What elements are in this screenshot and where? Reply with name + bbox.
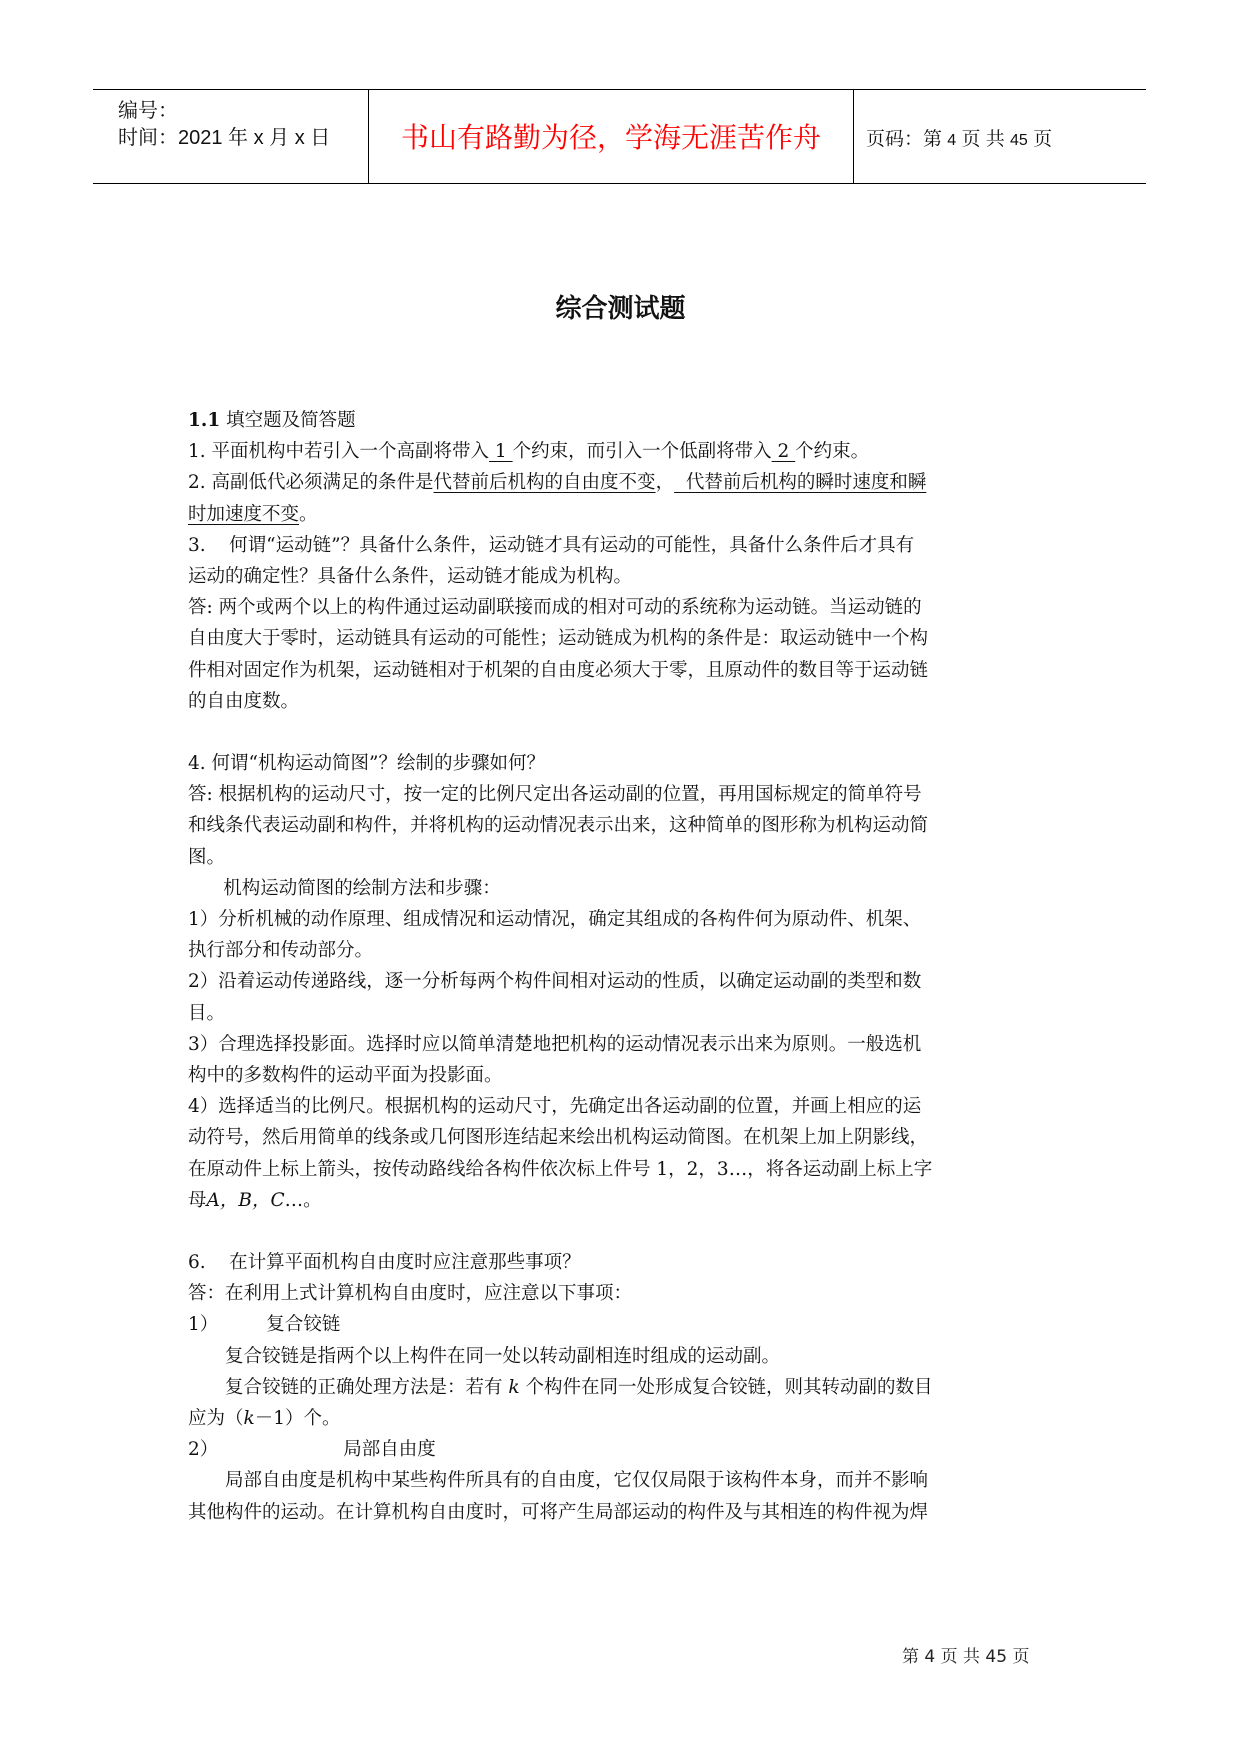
steps-intro: 机构运动简图的绘制方法和步骤：: [188, 877, 501, 899]
answer-3-line: 答: 两个或两个以上的构件通过运动副联接而成的相对可动的系统称为运动链。当运动链的: [188, 597, 922, 619]
item-2-heading: [188, 1434, 1054, 1465]
q2-text: 2. 高副低代必须满足的条件是: [188, 472, 434, 494]
item-1-title: 复合铰链: [266, 1314, 341, 1336]
item-1-result-b: －1）个。: [254, 1408, 341, 1429]
item-1-result-a: 应为（: [188, 1408, 244, 1429]
answer-6: 答：在利用上式计算机构自由度时，应注意以下事项：: [188, 1283, 633, 1305]
answer-4-line: 和线条代表运动副和构件，并将机构的运动情况表示出来，这种简单的图形称为机构运动简: [188, 815, 929, 837]
motto-text: 书山有路勤为径，学海无涯苦作舟: [400, 121, 821, 154]
step-4-letters: A，B，C: [206, 1189, 285, 1211]
step-2-line: 2）沿着运动传递路线，逐一分析每两个构件间相对运动的性质，以确定运动副的类型和数: [188, 971, 922, 993]
spacer: [188, 717, 1054, 748]
question-3-line: 运动的确定性？具备什么条件，运动链才能成为机构。: [188, 565, 633, 587]
spacer: [188, 1216, 1054, 1247]
item-1-method-b: 个构件在同一处形成复合铰链，则其转动副的数目: [519, 1376, 933, 1398]
question-2-cont: [188, 499, 1054, 530]
date-label: 时间：2021 年 x 月 x 日: [118, 127, 331, 149]
header-page-cell: [854, 90, 1146, 183]
item-2-title: 局部自由度: [343, 1439, 436, 1461]
answer-4-line: 答: 根据机构的运动尺寸，按一定的比例尺定出各运动副的位置，再用国标规定的简单符号: [188, 784, 922, 806]
section-title: 填空题及简答题: [220, 410, 356, 431]
page-total: 45: [1010, 132, 1028, 149]
item-1-heading: [188, 1309, 1054, 1340]
section-heading: [188, 405, 1054, 436]
step-4-line: 在原动件上标上箭头，按传动路线给各构件依次标上件号 1，2，3…，将各运动副上标上字: [188, 1158, 933, 1180]
q2-answer-1: 代替前后机构的自由度不变: [433, 472, 656, 494]
q1-blank-2: 2: [771, 441, 796, 463]
item-1-method: [188, 1372, 1054, 1403]
step-4-suffix: …。: [284, 1189, 322, 1211]
item-1-result-k: k: [243, 1408, 255, 1429]
item-1-number: 1）: [188, 1314, 219, 1336]
answer-4-line: 图。: [188, 846, 226, 868]
document-body: [188, 405, 1054, 1528]
q1-blank-1: 1: [489, 441, 513, 463]
step-2-line: 目。: [188, 1002, 226, 1024]
question-1: [188, 436, 1054, 467]
item-1-result: [188, 1403, 1054, 1434]
question-3-line: 3. 何谓“运动链”？具备什么条件，运动链才具有运动的可能性，具备什么条件后才具有: [188, 534, 915, 556]
step-1-line: 执行部分和传动部分。: [188, 940, 374, 962]
item-1-definition: 复合铰链是指两个以上构件在同一处以转动副相连时组成的运动副。: [225, 1345, 781, 1367]
q1-text-end: 个约束。: [795, 441, 870, 463]
page-footer: 第 4 页 共 45 页: [902, 1647, 1030, 1667]
step-3-line: 构中的多数构件的运动平面为投影面。: [188, 1064, 503, 1086]
page-header: [93, 89, 1146, 184]
answer-3-line: 的自由度数。: [188, 690, 300, 712]
q2-answer-2: 代替前后机构的瞬时速度和瞬: [674, 472, 927, 494]
question-4: 4. 何谓“机构运动简图”？绘制的步骤如何？: [188, 753, 545, 775]
q1-text-mid: 个约束，而引入一个低副将带入: [512, 441, 772, 463]
answer-3-line: 件相对固定作为机架，运动链相对于机架的自由度必须大于零，且原动件的数目等于运动链: [188, 659, 929, 681]
page-suffix: 页: [1027, 129, 1053, 150]
step-4-line: 4）选择适当的比例尺。根据机构的运动尺寸，先确定出各运动副的位置，并画上相应的运: [188, 1096, 922, 1118]
step-3-line: 3）合理选择投影面。选择时应以简单清楚地把机构的运动情况表示出来为原则。一般选机: [188, 1033, 922, 1055]
section-number: 1.1: [188, 410, 221, 431]
header-info-cell: [93, 90, 369, 183]
item-1-method-a: 复合铰链的正确处理方法是：若有: [225, 1376, 509, 1398]
q2-end: 。: [299, 503, 318, 525]
step-4-line: 动符号，然后用简单的线条或几何图形连结起来绘出机构运动简图。在机架上加上阴影线，: [188, 1127, 929, 1149]
answer-3-line: 自由度大于零时，运动链具有运动的可能性；运动链成为机构的条件是：取运动链中一个构: [188, 628, 929, 650]
document-title: 综合测试题: [555, 294, 686, 324]
question-2: [188, 467, 1054, 498]
item-1-k: k: [508, 1376, 520, 1398]
serial-number-label: 编号：: [118, 100, 178, 122]
header-page-number: [866, 124, 1052, 151]
q2-answer-2-cont: 时加速度不变: [188, 503, 300, 525]
header-motto-cell: [369, 90, 854, 183]
step-4-prefix: 母: [188, 1189, 207, 1211]
question-6: 6. 在计算平面机构自由度时应注意那些事项？: [188, 1252, 581, 1274]
page-mid: 页 共: [956, 129, 1011, 150]
step-4-line-end: [188, 1185, 1054, 1216]
step-1-line: 1）分析机械的动作原理、组成情况和运动情况，确定其组成的各构件何为原动件、机架、: [188, 909, 922, 930]
q1-text: 1. 平面机构中若引入一个高副将带入: [188, 441, 490, 463]
page-current: 4: [947, 132, 957, 149]
q2-sep: ，: [655, 472, 675, 494]
item-2-line: 其他构件的运动。在计算机构自由度时，可将产生局部运动的构件及与其相连的构件视为焊: [188, 1501, 929, 1523]
page-prefix: 页码：第: [866, 129, 948, 150]
item-2-line: 局部自由度是机构中某些构件所具有的自由度，它仅仅局限于该构件本身，而并不影响: [225, 1470, 929, 1492]
item-2-number: 2）: [188, 1439, 219, 1461]
